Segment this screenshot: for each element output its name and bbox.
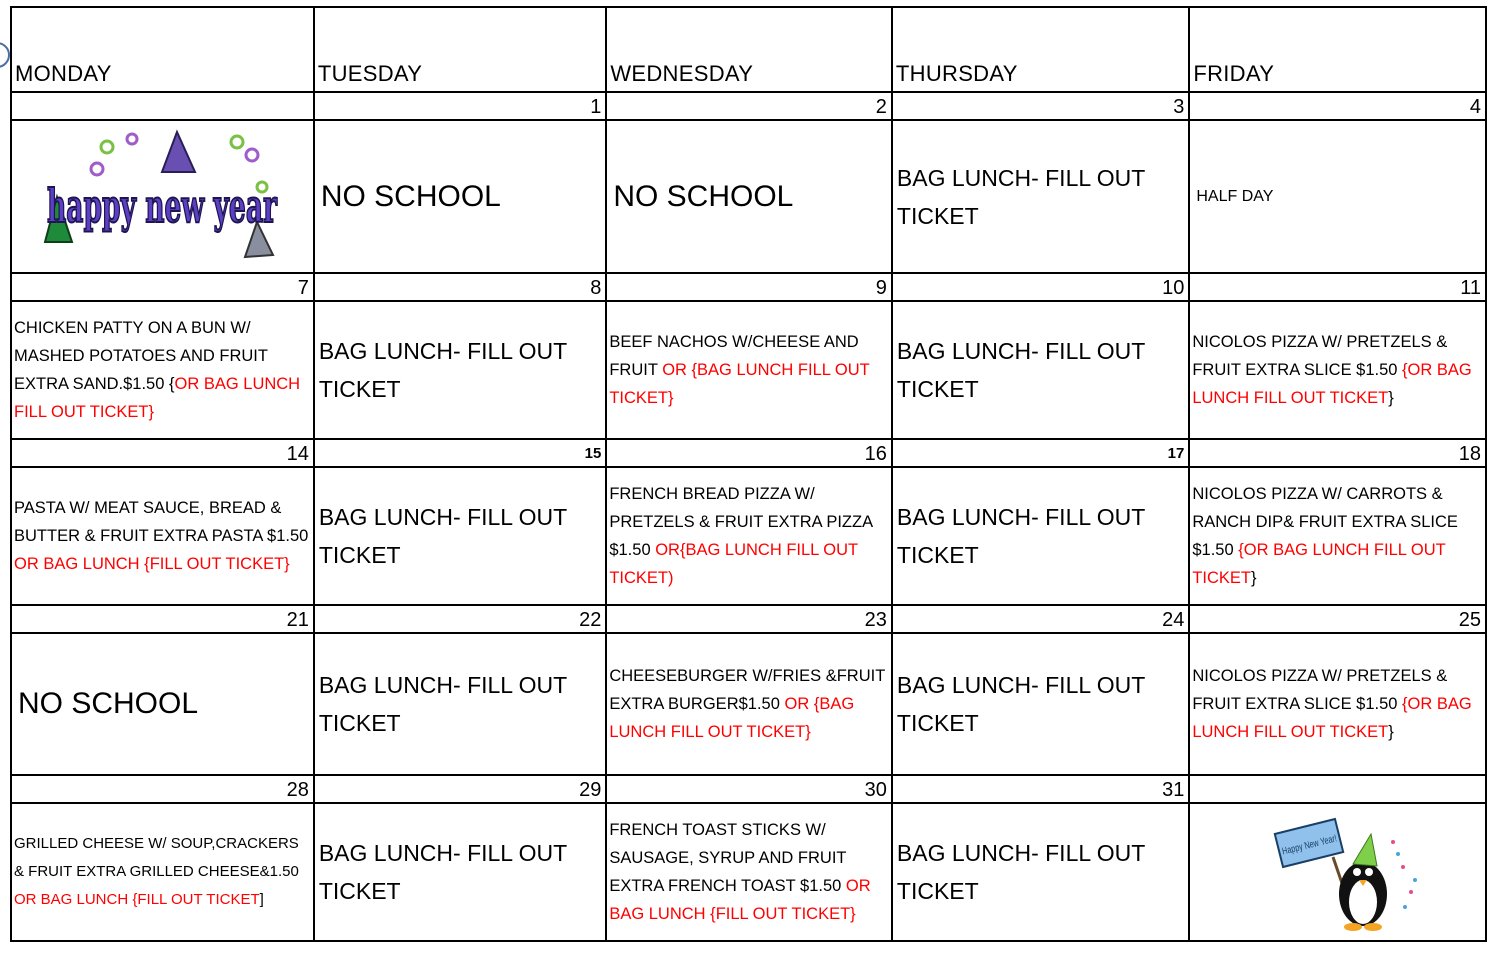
- menu-cell-thursday: [892, 633, 1189, 775]
- menu-row: [11, 120, 1486, 273]
- weekday-header-row: [11, 7, 1486, 92]
- menu-description: [12, 494, 313, 578]
- date-number-row: [11, 605, 1486, 633]
- menu-text: GRILLED CHEESE W/ SOUP,CRACKERS & FRUIT EXTRA GRILLED CHEESE&1.50: [14, 835, 299, 880]
- date-number-monday: 14: [11, 439, 314, 467]
- date-number-wednesday: 30: [606, 775, 892, 803]
- day-name-friday: FRIDAY: [1193, 61, 1275, 86]
- menu-cell-friday: [1189, 301, 1486, 439]
- menu-text: CHICKEN PATTY ON A BUN W/ MASHED POTATOES AND FRUIT EXTRA SAND.$1.50 {: [14, 319, 268, 393]
- menu-text: CHEESEBURGER W/FRIES &FRUIT EXTRA BURGER$1.50: [609, 667, 885, 713]
- menu-row: [11, 633, 1486, 775]
- date-number-thursday: 10: [892, 273, 1189, 301]
- closing-bracket: }: [1388, 389, 1394, 407]
- date-number-thursday: 17: [892, 439, 1189, 467]
- menu-description: [1190, 328, 1485, 412]
- bag-lunch-label: BAG LUNCH- FILL OUT TICKET: [896, 504, 1145, 568]
- menu-description: [607, 480, 891, 592]
- menu-cell-wednesday: [606, 120, 892, 273]
- corner-circle-icon: [0, 42, 10, 68]
- bag-lunch-option: OR{BAG LUNCH FILL OUT TICKET): [609, 541, 858, 587]
- date-number-friday: 4: [1189, 92, 1486, 120]
- svg-text:Happy New Year!: Happy New Year!: [1280, 828, 1359, 858]
- date-number-monday: 21: [11, 605, 314, 633]
- menu-cell-tuesday: [314, 467, 607, 605]
- date-number-wednesday: 2: [606, 92, 892, 120]
- menu-description: [1190, 662, 1485, 746]
- menu-text: NICOLOS PIZZA W/ PRETZELS & FRUIT EXTRA SLICE $1.50: [1192, 667, 1448, 713]
- menu-cell-monday: [11, 120, 314, 273]
- menu-cell-thursday: [892, 467, 1189, 605]
- date-number-wednesday: 23: [606, 605, 892, 633]
- menu-text: FRENCH BREAD PIZZA W/ PRETZELS & FRUIT EXTRA PIZZA $1.50: [609, 485, 873, 559]
- menu-text: NICOLOS PIZZA W/ PRETZELS & FRUIT EXTRA SLICE $1.50: [1192, 333, 1448, 379]
- menu-cell-thursday: [892, 301, 1189, 439]
- date-number-tuesday: 8: [314, 273, 607, 301]
- lunch-calendar: [10, 6, 1487, 942]
- bag-lunch-option: OR {BAG LUNCH FILL OUT TICKET}: [609, 361, 870, 407]
- no-school-label: NO SCHOOL: [320, 179, 501, 213]
- bag-lunch-option: OR BAG LUNCH {FILL OUT TICKET}: [14, 555, 290, 573]
- menu-cell-tuesday: [314, 803, 607, 941]
- penguin-happy-new-year-graphic: [1190, 804, 1485, 940]
- menu-description: [607, 662, 891, 746]
- menu-description: [607, 816, 891, 928]
- bag-lunch-option: {OR BAG LUNCH FILL OUT TICKET: [1192, 541, 1446, 587]
- date-number-monday: [11, 92, 314, 120]
- svg-text:happy new year: happy new year: [47, 178, 278, 233]
- menu-cell-monday: [11, 301, 314, 439]
- date-number-friday: [1189, 775, 1486, 803]
- date-number-monday: 28: [11, 775, 314, 803]
- date-number-tuesday: 15: [314, 439, 607, 467]
- bag-lunch-option: {OR BAG LUNCH FILL OUT TICKET: [1192, 695, 1472, 741]
- menu-cell-friday: [1189, 467, 1486, 605]
- menu-cell-friday: [1189, 633, 1486, 775]
- date-number-row: [11, 775, 1486, 803]
- menu-row: [11, 467, 1486, 605]
- date-number-friday: 18: [1189, 439, 1486, 467]
- date-number-monday: 7: [11, 273, 314, 301]
- menu-cell-wednesday: [606, 633, 892, 775]
- menu-description: [12, 830, 313, 914]
- no-school-label: NO SCHOOL: [18, 687, 199, 720]
- bag-lunch-option: OR BAG LUNCH {FILL OUT TICKET}: [609, 877, 871, 923]
- date-number-friday: 11: [1189, 273, 1486, 301]
- menu-cell-thursday: [892, 120, 1189, 273]
- bag-lunch-label: BAG LUNCH- FILL OUT TICKET: [318, 672, 567, 736]
- menu-description: [607, 328, 891, 412]
- closing-bracket: }: [1251, 569, 1257, 587]
- bag-lunch-label: BAG LUNCH- FILL OUT TICKET: [896, 164, 1145, 229]
- bag-lunch-option: OR BAG LUNCH FILL OUT TICKET}: [14, 375, 301, 421]
- bag-lunch-label: BAG LUNCH- FILL OUT TICKET: [896, 672, 1145, 736]
- half-day-label: HALF DAY: [1196, 187, 1274, 205]
- menu-cell-tuesday: [314, 301, 607, 439]
- menu-cell-thursday: [892, 803, 1189, 941]
- date-number-row: [11, 92, 1486, 120]
- bag-lunch-label: BAG LUNCH- FILL OUT TICKET: [318, 840, 567, 904]
- closing-bracket: ]: [259, 891, 264, 908]
- menu-cell-tuesday: [314, 120, 607, 273]
- date-number-wednesday: 9: [606, 273, 892, 301]
- menu-cell-wednesday: [606, 301, 892, 439]
- menu-text: PASTA W/ MEAT SAUCE, BREAD & BUTTER & FRUIT EXTRA PASTA $1.50: [14, 499, 309, 545]
- date-number-tuesday: 22: [314, 605, 607, 633]
- menu-cell-friday: [1189, 803, 1486, 941]
- date-number-row: [11, 273, 1486, 301]
- date-number-thursday: 3: [892, 92, 1189, 120]
- bag-lunch-label: BAG LUNCH- FILL OUT TICKET: [896, 840, 1145, 904]
- date-number-tuesday: 29: [314, 775, 607, 803]
- menu-description: [12, 314, 313, 426]
- menu-cell-monday: [11, 633, 314, 775]
- menu-row: [11, 301, 1486, 439]
- date-number-thursday: 24: [892, 605, 1189, 633]
- bag-lunch-label: BAG LUNCH- FILL OUT TICKET: [318, 504, 567, 568]
- menu-cell-monday: [11, 803, 314, 941]
- menu-cell-wednesday: [606, 467, 892, 605]
- menu-description: [1190, 480, 1485, 592]
- date-number-wednesday: 16: [606, 439, 892, 467]
- closing-bracket: }: [1388, 723, 1394, 741]
- bag-lunch-label: BAG LUNCH- FILL OUT TICKET: [318, 338, 567, 402]
- day-name-wednesday: WEDNESDAY: [610, 61, 754, 86]
- no-school-label: NO SCHOOL: [613, 179, 794, 213]
- menu-cell-tuesday: [314, 633, 607, 775]
- day-name-thursday: THURSDAY: [895, 61, 1018, 86]
- day-name-tuesday: TUESDAY: [317, 61, 423, 86]
- date-number-tuesday: 1: [314, 92, 607, 120]
- bag-lunch-option: {OR BAG LUNCH FILL OUT TICKET: [1192, 361, 1472, 407]
- bag-lunch-label: BAG LUNCH- FILL OUT TICKET: [896, 338, 1145, 402]
- bag-lunch-option: OR {BAG LUNCH FILL OUT TICKET}: [609, 695, 855, 741]
- date-number-row: [11, 439, 1486, 467]
- menu-cell-monday: [11, 467, 314, 605]
- happy-new-year-graphic: [12, 121, 313, 272]
- day-name-monday: MONDAY: [15, 61, 112, 86]
- menu-text: NICOLOS PIZZA W/ CARROTS & RANCH DIP& FRUIT EXTRA SLICE $1.50: [1192, 485, 1458, 559]
- menu-cell-friday: [1189, 120, 1486, 273]
- bag-lunch-option: OR BAG LUNCH {FILL OUT TICKET: [14, 891, 260, 908]
- menu-row: [11, 803, 1486, 941]
- menu-text: BEEF NACHOS W/CHEESE AND FRUIT: [609, 333, 859, 379]
- menu-text: FRENCH TOAST STICKS W/ SAUSAGE, SYRUP AND FRUIT EXTRA FRENCH TOAST $1.50: [609, 821, 847, 895]
- date-number-thursday: 31: [892, 775, 1189, 803]
- menu-cell-wednesday: [606, 803, 892, 941]
- date-number-friday: 25: [1189, 605, 1486, 633]
